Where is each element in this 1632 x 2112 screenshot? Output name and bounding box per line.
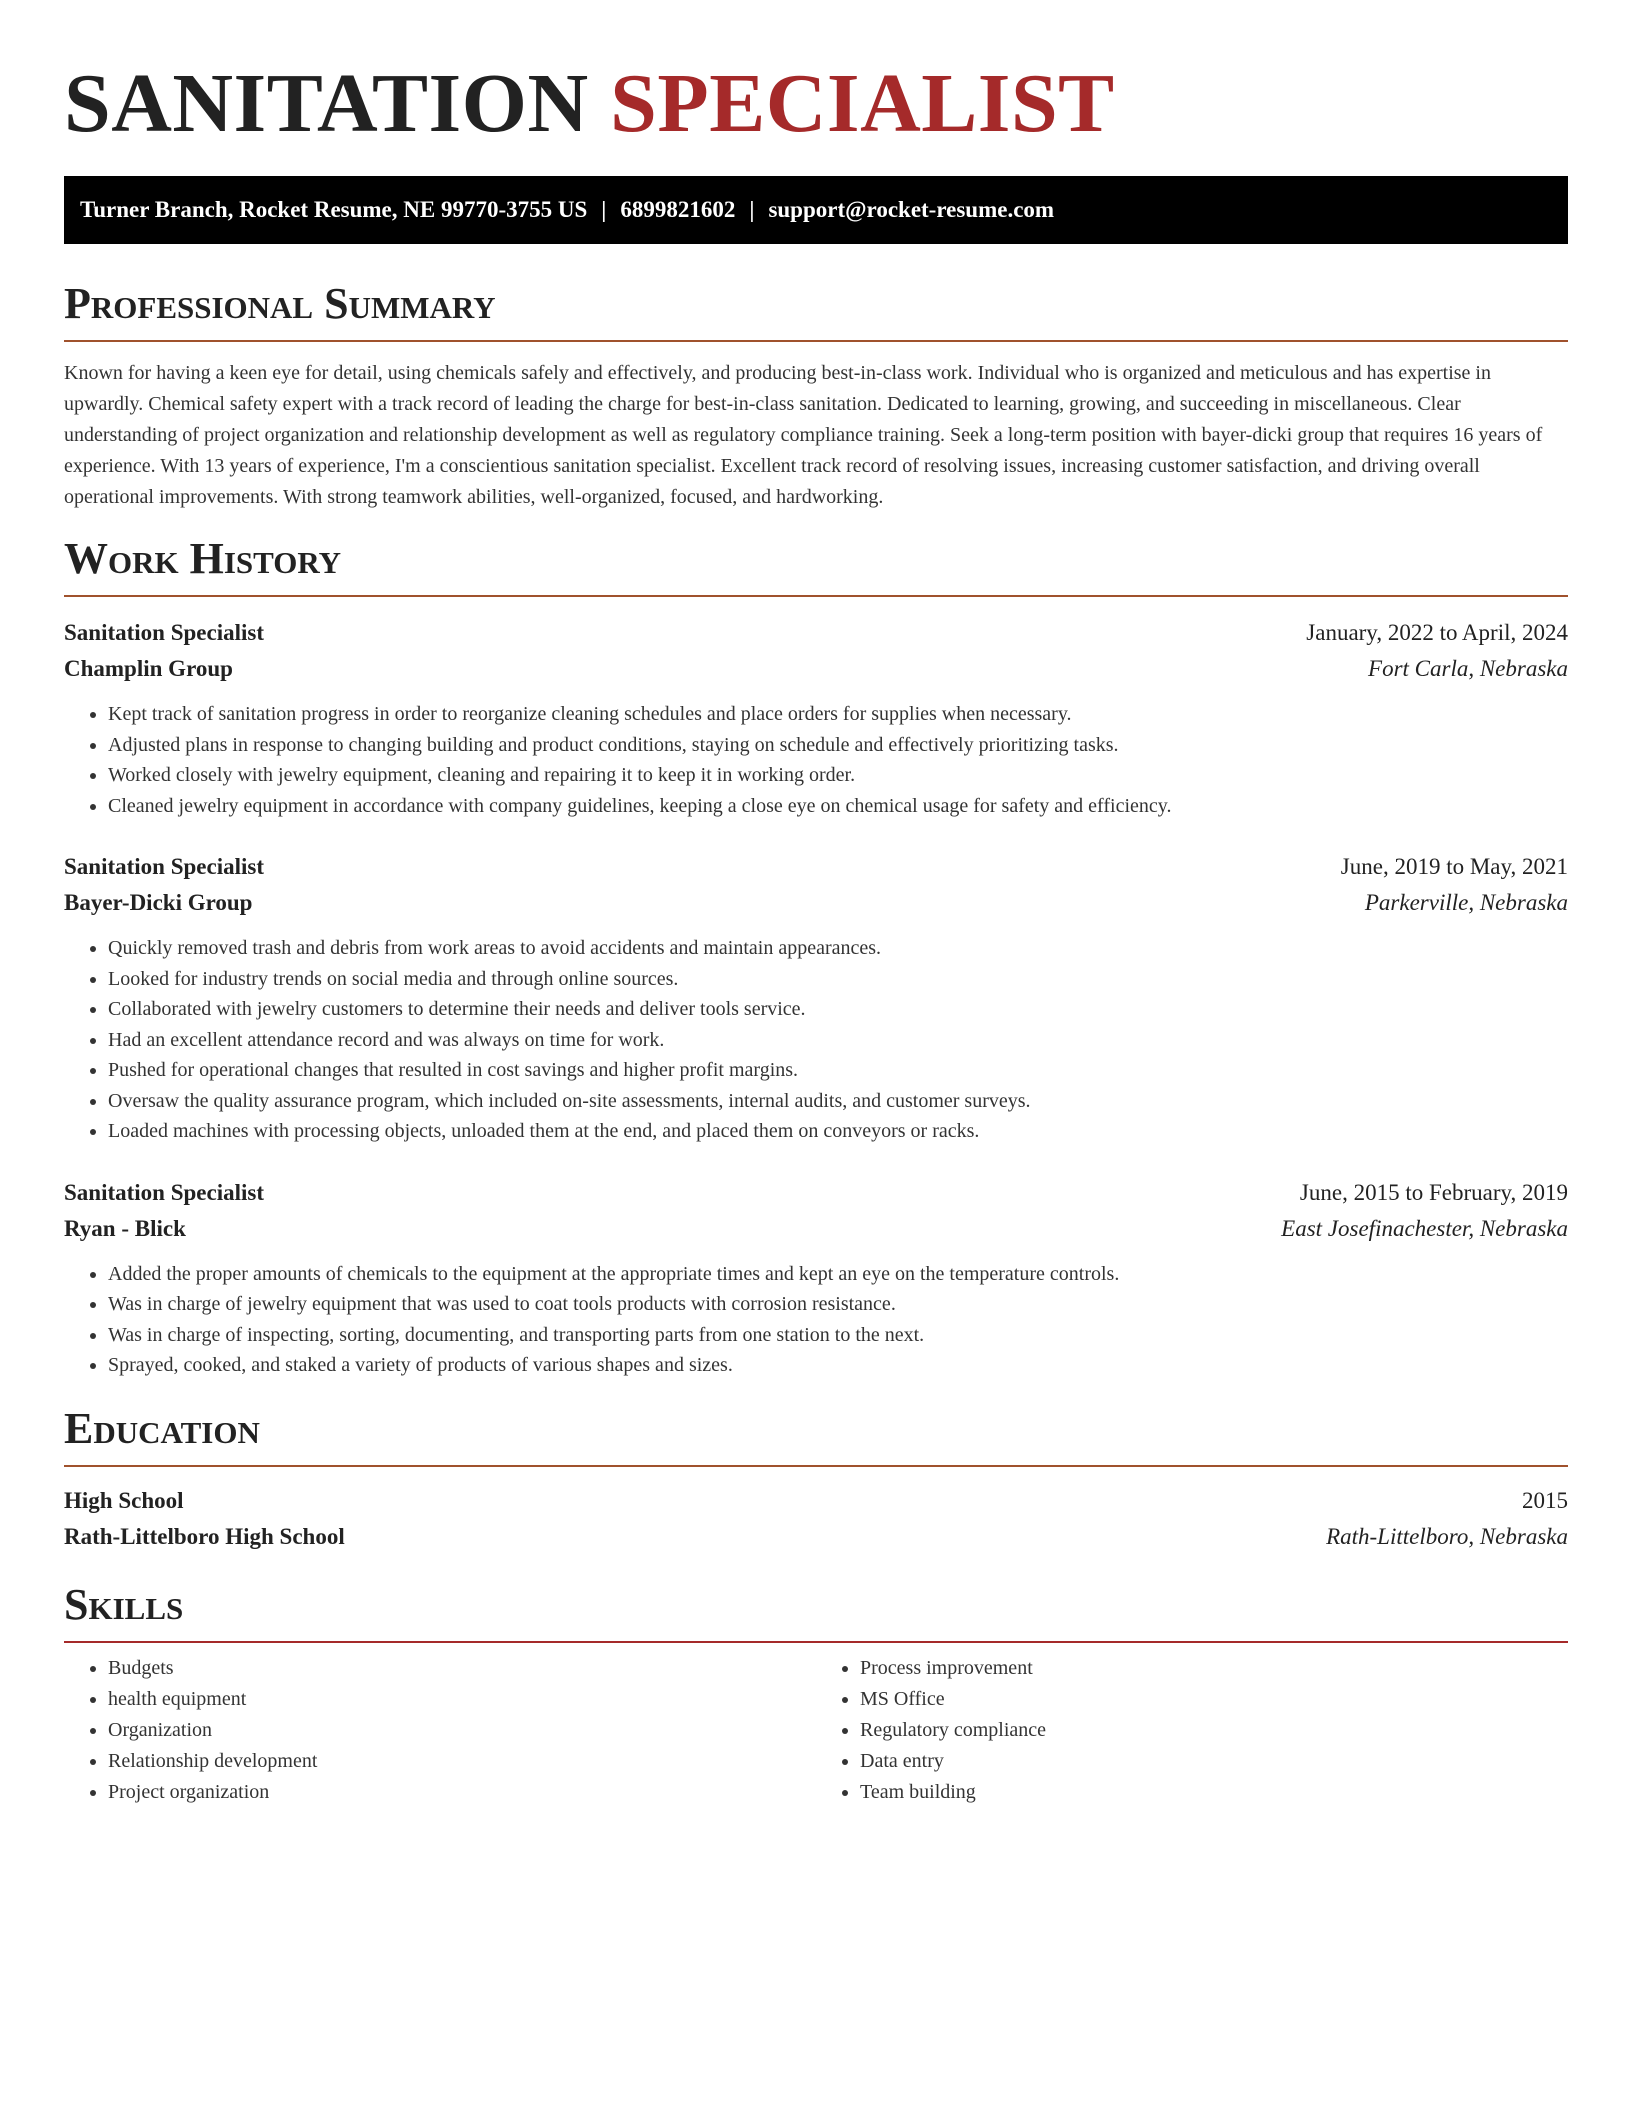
skill-item: • MS Office [860,1684,1568,1715]
job-dates: January, 2022 to April, 2024 [1306,620,1568,645]
job-title-row [64,849,1568,885]
job-dates: June, 2019 to May, 2021 [1340,854,1568,879]
job-entry [64,849,1568,1147]
summary-text: Known for having a keen eye for detail, using chemicals safely and effectively, and producing best-in-class work. Individual who is organized and meticulous and has expertise in upwardly. Chemical safety expert with a track record of leading the charge for best-in-class sanitation. Dedicated to learning, growing, and succeeding in miscellaneous. Clear understanding of project organization and relationship development as well as regulatory compliance training. Seek a long-term position with bayer-dicki group that requires 16 years of experience. With 13 years of experience, I'm a conscientious sanitation specialist. Excellent track record of resolving issues, increasing customer satisfaction, and driving overall operational improvements. With strong teamwork abilities, well-organized, focused, and hardworking. [64,362,1543,508]
job-company: Bayer-Dicki Group [64,890,253,915]
job-bullet: • Kept track of sanitation progress in order to reorganize cleaning schedules and place orders for supplies when necessary. [108,699,1568,730]
skill-item: • Organization [108,1715,816,1746]
contact-email: support@rocket-resume.com [768,197,1055,222]
job-bullets [64,699,1568,821]
job-location: East Josefinachester, Nebraska [1281,1215,1568,1241]
skill-item: • Project organization [108,1777,816,1808]
work-history-heading: Work History [64,533,1568,597]
skills-right-list [816,1653,1568,1808]
job-company-row [64,885,1568,921]
education-section [64,1403,1568,1555]
job-title-row [64,1175,1568,1211]
skill-item: • Team building [860,1777,1568,1808]
job-bullet: • Looked for industry trends on social media and through online sources. [108,964,1568,995]
education-school: Rath-Littelboro High School [64,1523,345,1549]
job-company: Ryan - Blick [64,1215,186,1241]
job-bullet: • Sprayed, cooked, and staked a variety of products of various shapes and sizes. [108,1350,1568,1381]
job-bullet: • Loaded machines with processing objects, unloaded them at the end, and placed them on conveyors or racks. [108,1116,1568,1147]
work-history-section [64,533,1568,1381]
job-bullet: • Oversaw the quality assurance program, which included on-site assessments, internal audits, and customer surveys. [108,1086,1568,1117]
skills-columns [64,1653,1568,1808]
job-bullet: • Quickly removed trash and debris from work areas to avoid accidents and maintain appearances. [108,933,1568,964]
contact-separator: | [601,197,607,222]
job-bullet: • Had an excellent attendance record and was always on time for work. [108,1025,1568,1056]
job-dates: June, 2015 to February, 2019 [1299,1179,1568,1205]
contact-phone: 6899821602 [620,197,736,222]
education-year: 2015 [1522,1487,1568,1513]
job-title: Sanitation Specialist [64,620,265,645]
job-bullet: • Was in charge of inspecting, sorting, documenting, and transporting parts from one station to the next. [108,1320,1568,1351]
job-title: Sanitation Specialist [64,1179,265,1205]
job-entry [64,615,1568,821]
title-second-word: SPECIALIST [610,57,1115,150]
contact-address: Turner Branch, Rocket Resume, NE 99770-3755 US [80,197,588,222]
skill-item: • Data entry [860,1746,1568,1777]
job-title-row [64,615,1568,651]
job-bullet: • Was in charge of jewelry equipment that was used to coat tools products with corrosion resistance. [108,1289,1568,1320]
job-location: Parkerville, Nebraska [1364,890,1568,915]
education-school-row [64,1519,1568,1555]
job-bullet: • Collaborated with jewelry customers to determine their needs and deliver tools service. [108,994,1568,1025]
skill-item: • health equipment [108,1684,816,1715]
job-company-row [64,651,1568,687]
job-bullets [64,1259,1568,1381]
job-bullets [64,933,1568,1147]
job-entry [64,1175,1568,1381]
skills-left-list [64,1653,816,1808]
summary-section [64,278,1568,513]
job-bullet: • Cleaned jewelry equipment in accordance with company guidelines, keeping a close eye on chemical usage for safety and efficiency. [108,791,1568,822]
resume-title [64,0,1568,154]
job-company: Champlin Group [64,656,233,681]
skills-heading: Skills [64,1579,1568,1643]
resume-page [64,0,1568,1808]
job-company-row [64,1211,1568,1247]
skill-item: • Process improvement [860,1653,1568,1684]
skill-item: • Budgets [108,1653,816,1684]
title-first-word: SANITATION [64,57,589,150]
job-location: Fort Carla, Nebraska [1368,656,1568,681]
job-bullet: • Adjusted plans in response to changing building and product conditions, staying on schedule and effectively prioritizing tasks. [108,730,1568,761]
job-bullet: • Worked closely with jewelry equipment, cleaning and repairing it to keep it in working order. [108,760,1568,791]
education-heading: Education [64,1403,1568,1467]
summary-heading: Professional Summary [64,278,1568,342]
job-bullet: • Pushed for operational changes that resulted in cost savings and higher profit margins. [108,1055,1568,1086]
education-degree-row [64,1483,1568,1519]
education-degree: High School [64,1487,184,1513]
contact-bar [64,176,1568,244]
job-bullet: • Added the proper amounts of chemicals to the equipment at the appropriate times and kept an eye on the temperature controls. [108,1259,1568,1290]
education-location: Rath-Littelboro, Nebraska [1326,1523,1568,1549]
job-title: Sanitation Specialist [64,854,265,879]
education-entry [64,1483,1568,1555]
skill-item: • Relationship development [108,1746,816,1777]
skills-section [64,1579,1568,1808]
contact-separator: | [749,197,755,222]
skill-item: • Regulatory compliance [860,1715,1568,1746]
